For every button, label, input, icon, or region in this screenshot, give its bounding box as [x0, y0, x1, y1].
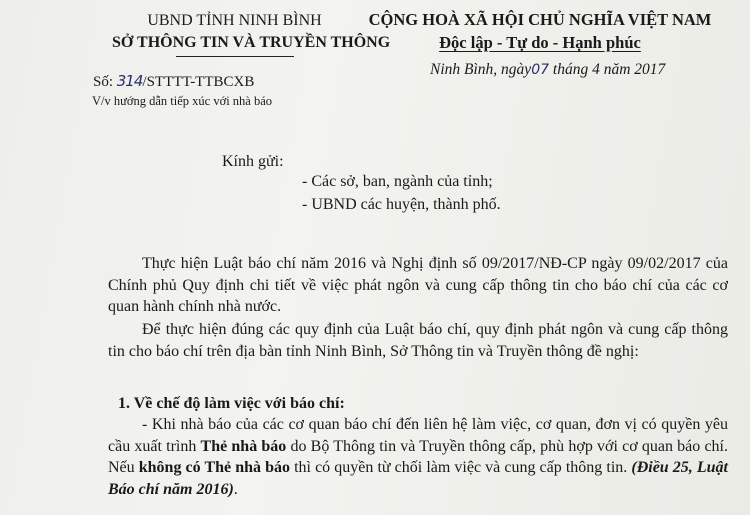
- paragraph-text: Để thực hiện đúng các quy định của Luật báo chí, quy định phát ngôn và cung cấp thông tin cho báo chí trên địa bàn tỉnh Ninh Bình, Sở Thông tin và Truyền thông đề nghị:: [108, 321, 728, 360]
- paragraph-request: [108, 319, 728, 362]
- national-header: [360, 8, 720, 54]
- paragraph-text: .: [233, 480, 238, 498]
- greeting: Kính gửi:: [222, 153, 284, 170]
- recipient-item: - UBND các huyện, thành phố.: [302, 196, 501, 213]
- section-heading: 1. Về chế độ làm việc với báo chí:: [118, 395, 345, 412]
- national-motto: Độc lập - Tự do - Hạnh phúc: [439, 33, 641, 52]
- paragraph-text: - Khi nhà báo của các cơ quan báo chí đến liên hệ làm việc, cơ quan, đơn vị có quyền yêu cầu xuất trình: [108, 416, 728, 455]
- paragraph-text: do Bộ Thông tin và Truyền thông cấp, phù hợp với cơ quan báo chí. Nếu: [108, 437, 728, 476]
- handwritten-number: 314: [116, 72, 143, 90]
- paragraph-text: thì có quyền từ chối làm việc và cung cấp thông tin.: [290, 459, 632, 476]
- emphasis-text: Thẻ nhà báo: [200, 437, 287, 455]
- legal-citation: (Điều 25, Luật Báo chí năm 2016): [108, 459, 728, 498]
- recipient-item: - Các sở, ban, ngành của tỉnh;: [302, 173, 493, 190]
- document-subject: V/v hướng dẫn tiếp xúc với nhà báo: [92, 94, 273, 108]
- number-prefix: Số:: [93, 74, 114, 90]
- document-date: [430, 61, 665, 79]
- document-code: /STTTT-TTBCXB: [142, 74, 255, 90]
- emphasis-text: không có Thẻ nhà báo: [138, 459, 290, 476]
- department-name: SỞ THÔNG TIN VÀ TRUYỀN THÔNG: [112, 34, 391, 51]
- date-prefix: Ninh Bình, ngày: [430, 61, 532, 78]
- paragraph-text: Thực hiện Luật báo chí năm 2016 và Nghị định số 09/2017/NĐ-CP ngày 09/02/2017 của Chính phủ Quy định chi tiết về việc phát ngôn và cung cấp thông tin cho báo chí của các cơ quan hành chính nhà nước.: [108, 255, 728, 315]
- paragraph-legal-basis: [108, 253, 728, 318]
- paragraph-press-card: [108, 414, 728, 500]
- date-suffix: tháng 4 năm 2017: [552, 61, 666, 78]
- agency-name: UBND TỈNH NINH BÌNH: [147, 12, 322, 29]
- header-underline: [176, 56, 294, 57]
- handwritten-day: 07: [531, 62, 550, 78]
- document-number: [93, 72, 254, 91]
- country-name: CỘNG HOÀ XÃ HỘI CHỦ NGHĨA VIỆT NAM: [368, 10, 712, 29]
- issuing-agency-header: [112, 10, 391, 57]
